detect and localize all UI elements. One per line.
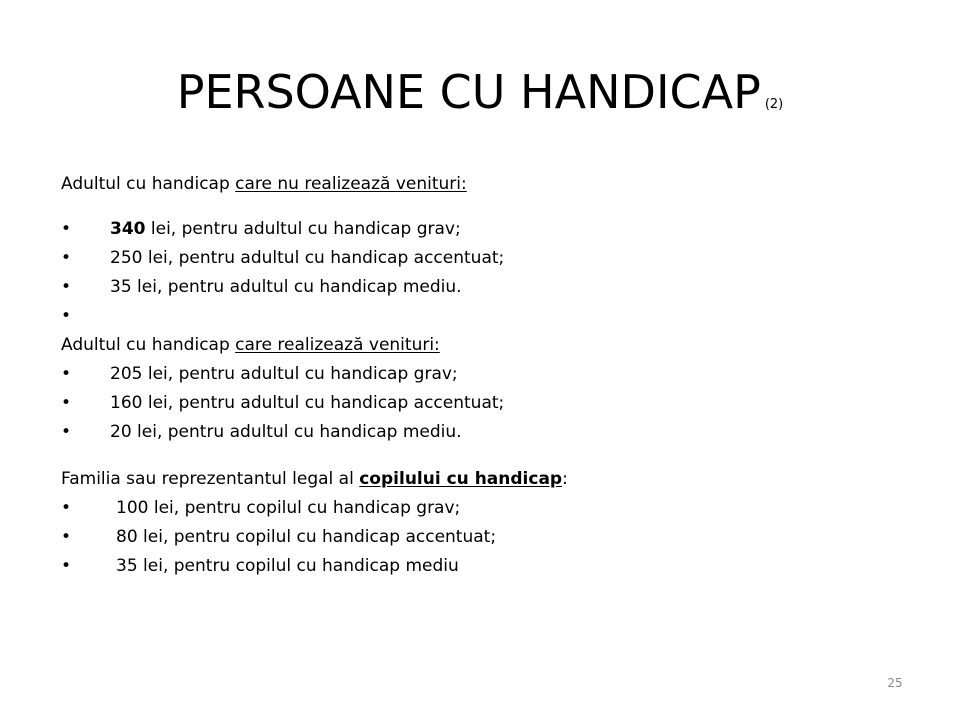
section2-lead: Adultul cu handicap <box>61 335 236 355</box>
section3-item <box>61 552 921 581</box>
section1-item-amount: 340 <box>110 219 146 239</box>
spacer <box>61 447 921 465</box>
section1-item-text: 250 lei, pentru adultul cu handicap accentuat; <box>110 248 505 268</box>
section3-lead-end: : <box>562 469 568 489</box>
section3-item-text: 100 lei, pentru copilul cu handicap grav; <box>116 498 461 518</box>
section1-lead-underlined: care nu realizează venituri: <box>235 174 467 194</box>
bullet-icon: • <box>61 248 72 268</box>
section3-item <box>61 494 921 523</box>
section1-item <box>61 273 921 302</box>
section2-item-text: 205 lei, pentru adultul cu handicap grav; <box>110 364 458 384</box>
section2-item <box>61 360 921 389</box>
section1-item-empty <box>61 302 921 331</box>
section3-item-text: 35 lei, pentru copilul cu handicap mediu <box>116 556 459 576</box>
section1-item <box>61 215 921 244</box>
bullet-icon: • <box>61 393 72 413</box>
bullet-icon: • <box>61 556 72 576</box>
section2-item-text: 20 lei, pentru adultul cu handicap mediu. <box>110 422 462 442</box>
section1-lead: Adultul cu handicap <box>61 174 236 194</box>
bullet-icon: • <box>61 219 72 239</box>
section2-item <box>61 389 921 418</box>
slide-title <box>0 62 960 135</box>
bullet-icon: • <box>61 527 72 547</box>
slide-title-text: PERSOANE CU HANDICAP <box>176 65 761 119</box>
bullet-icon: • <box>61 306 72 326</box>
bullet-icon: • <box>61 277 72 297</box>
section1-item <box>61 244 921 273</box>
page-number: 25 <box>887 676 903 690</box>
section1-item-text: lei, pentru adultul cu handicap grav; <box>145 219 461 239</box>
bullet-icon: • <box>61 364 72 384</box>
section2-item <box>61 418 921 447</box>
spacer <box>61 199 921 215</box>
section1-heading <box>61 170 921 199</box>
section3-item <box>61 523 921 552</box>
section2-item-text: 160 lei, pentru adultul cu handicap accentuat; <box>110 393 505 413</box>
section3-lead: Familia sau reprezentantul legal al <box>61 469 360 489</box>
bullet-icon: • <box>61 422 72 442</box>
slide-title-suffix: (2) <box>764 97 784 112</box>
bullet-icon: • <box>61 498 72 518</box>
section3-lead-emphasis: copilului cu handicap <box>359 469 563 489</box>
section1-item-text: 35 lei, pentru adultul cu handicap mediu. <box>110 277 462 297</box>
slide-content <box>61 170 921 581</box>
section2-lead-underlined: care realizează venituri: <box>235 335 440 355</box>
section2-heading <box>61 331 921 360</box>
section3-heading <box>61 465 921 494</box>
section3-item-text: 80 lei, pentru copilul cu handicap accentuat; <box>116 527 497 547</box>
